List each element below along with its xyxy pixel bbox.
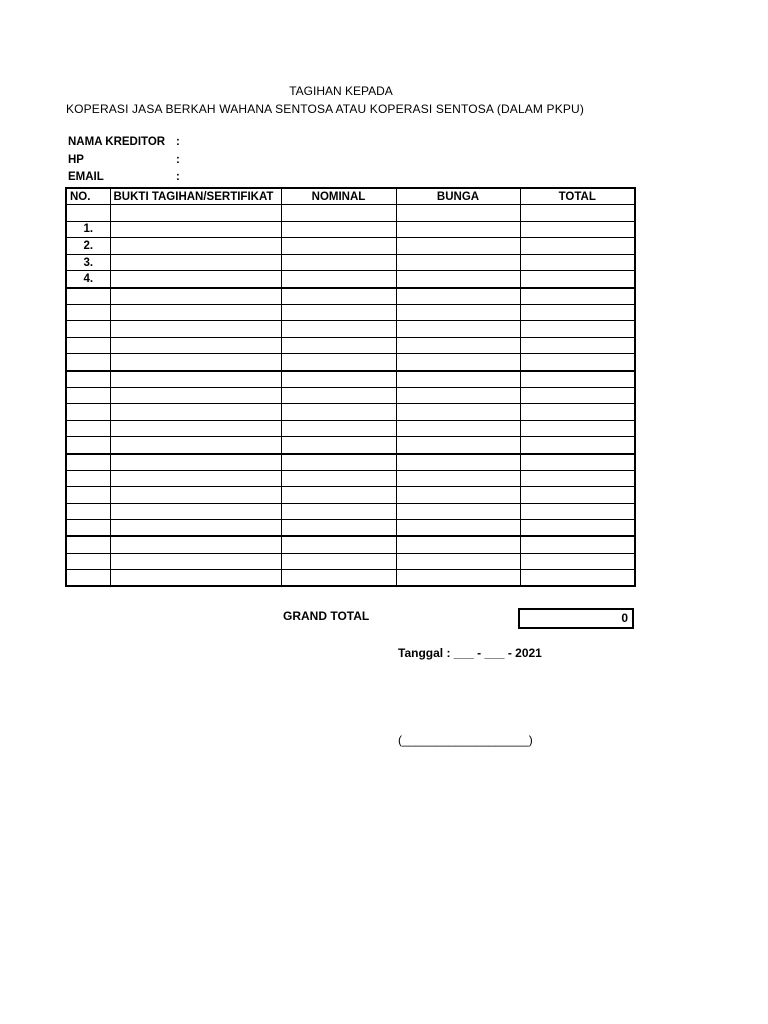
cell-bukti — [110, 288, 281, 305]
cell-bunga — [396, 254, 520, 271]
cell-nominal — [281, 337, 396, 354]
cell-no: 3. — [66, 254, 110, 271]
cell-no — [66, 520, 110, 537]
table-row — [66, 238, 635, 255]
cell-bunga — [396, 221, 520, 238]
cell-bukti — [110, 536, 281, 553]
cell-no — [66, 553, 110, 570]
cell-bukti — [110, 221, 281, 238]
cell-nominal — [281, 271, 396, 288]
cell-total — [520, 437, 635, 454]
cell-nominal — [281, 387, 396, 404]
cell-no — [66, 487, 110, 504]
table-row — [66, 288, 635, 305]
cell-bukti — [110, 238, 281, 255]
cell-total — [520, 337, 635, 354]
email-label: EMAIL — [68, 171, 104, 183]
cell-no — [66, 205, 110, 222]
cell-bukti — [110, 321, 281, 338]
grand-total-label: GRAND TOTAL — [283, 609, 370, 623]
cell-bukti — [110, 371, 281, 388]
hp-field — [68, 154, 180, 166]
cell-nominal — [281, 404, 396, 421]
signature-line: (___________________) — [398, 733, 533, 747]
table-header-row — [66, 188, 635, 205]
cell-no — [66, 404, 110, 421]
hp-colon: : — [176, 154, 180, 166]
cell-nominal — [281, 470, 396, 487]
header-nominal: NOMINAL — [281, 188, 396, 205]
table-row — [66, 304, 635, 321]
cell-total — [520, 553, 635, 570]
cell-nominal — [281, 221, 396, 238]
cell-total — [520, 221, 635, 238]
document-title: TAGIHAN KEPADA — [289, 84, 393, 98]
cell-nominal — [281, 254, 396, 271]
table-row — [66, 337, 635, 354]
cell-no — [66, 288, 110, 305]
cell-total — [520, 321, 635, 338]
cell-nominal — [281, 371, 396, 388]
cell-nominal — [281, 520, 396, 537]
cell-nominal — [281, 487, 396, 504]
cell-bukti — [110, 404, 281, 421]
header-bukti: BUKTI TAGIHAN/SERTIFIKAT — [110, 188, 281, 205]
cell-no — [66, 437, 110, 454]
cell-bukti — [110, 520, 281, 537]
cell-bunga — [396, 387, 520, 404]
cell-bunga — [396, 487, 520, 504]
cell-bunga — [396, 371, 520, 388]
table-row — [66, 321, 635, 338]
cell-total — [520, 454, 635, 471]
cell-bukti — [110, 304, 281, 321]
table-row — [66, 404, 635, 421]
table-row — [66, 371, 635, 388]
cell-no — [66, 454, 110, 471]
cell-nominal — [281, 321, 396, 338]
cell-nominal — [281, 553, 396, 570]
cell-bukti — [110, 271, 281, 288]
cell-total — [520, 205, 635, 222]
cell-bukti — [110, 354, 281, 371]
cell-bunga — [396, 354, 520, 371]
cell-total — [520, 371, 635, 388]
table-row — [66, 254, 635, 271]
cell-no — [66, 470, 110, 487]
cell-no — [66, 536, 110, 553]
cell-total — [520, 354, 635, 371]
cell-bunga — [396, 553, 520, 570]
cell-bukti — [110, 337, 281, 354]
document-subtitle: KOPERASI JASA BERKAH WAHANA SENTOSA ATAU KOPERASI SENTOSA (DALAM PKPU) — [66, 102, 584, 116]
table-row — [66, 354, 635, 371]
cell-total — [520, 570, 635, 587]
cell-bukti — [110, 570, 281, 587]
cell-bukti — [110, 454, 281, 471]
cell-bukti — [110, 437, 281, 454]
cell-no — [66, 337, 110, 354]
cell-nominal — [281, 570, 396, 587]
table-row — [66, 205, 635, 222]
cell-total — [520, 536, 635, 553]
table-row — [66, 536, 635, 553]
cell-nominal — [281, 354, 396, 371]
cell-bunga — [396, 420, 520, 437]
cell-total — [520, 288, 635, 305]
table-row — [66, 553, 635, 570]
cell-no — [66, 371, 110, 388]
cell-bukti — [110, 470, 281, 487]
cell-no: 2. — [66, 238, 110, 255]
cell-nominal — [281, 454, 396, 471]
cell-total — [520, 271, 635, 288]
table-row — [66, 271, 635, 288]
cell-bunga — [396, 520, 520, 537]
cell-bunga — [396, 238, 520, 255]
cell-bunga — [396, 337, 520, 354]
nama-kreditor-colon: : — [176, 136, 180, 148]
cell-no — [66, 304, 110, 321]
tagihan-table — [65, 187, 636, 587]
grand-total-value: 0 — [518, 608, 634, 629]
cell-bunga — [396, 470, 520, 487]
cell-bunga — [396, 205, 520, 222]
table-row — [66, 470, 635, 487]
header-no: NO. — [66, 188, 110, 205]
header-total: TOTAL — [520, 188, 635, 205]
cell-total — [520, 387, 635, 404]
email-field — [68, 171, 180, 183]
cell-bukti — [110, 254, 281, 271]
table-row — [66, 437, 635, 454]
cell-bunga — [396, 304, 520, 321]
cell-bunga — [396, 437, 520, 454]
cell-no — [66, 420, 110, 437]
cell-nominal — [281, 238, 396, 255]
cell-no — [66, 503, 110, 520]
cell-total — [520, 520, 635, 537]
cell-nominal — [281, 503, 396, 520]
cell-bunga — [396, 321, 520, 338]
cell-nominal — [281, 420, 396, 437]
cell-nominal — [281, 205, 396, 222]
cell-no — [66, 321, 110, 338]
cell-nominal — [281, 288, 396, 305]
table-row — [66, 221, 635, 238]
table-row — [66, 570, 635, 587]
header-bunga: BUNGA — [396, 188, 520, 205]
cell-bukti — [110, 553, 281, 570]
cell-total — [520, 487, 635, 504]
nama-kreditor-field — [68, 136, 180, 148]
cell-nominal — [281, 304, 396, 321]
cell-bunga — [396, 288, 520, 305]
cell-bukti — [110, 420, 281, 437]
cell-no — [66, 570, 110, 587]
cell-no — [66, 387, 110, 404]
cell-bukti — [110, 487, 281, 504]
cell-total — [520, 238, 635, 255]
cell-bunga — [396, 271, 520, 288]
cell-total — [520, 404, 635, 421]
cell-bukti — [110, 503, 281, 520]
cell-bukti — [110, 387, 281, 404]
cell-bukti — [110, 205, 281, 222]
cell-no: 4. — [66, 271, 110, 288]
cell-nominal — [281, 437, 396, 454]
cell-total — [520, 420, 635, 437]
cell-bunga — [396, 570, 520, 587]
table-row — [66, 487, 635, 504]
hp-label: HP — [68, 154, 84, 166]
cell-bunga — [396, 503, 520, 520]
table-row — [66, 387, 635, 404]
email-colon: : — [176, 171, 180, 183]
cell-nominal — [281, 536, 396, 553]
table-row — [66, 520, 635, 537]
table-row — [66, 420, 635, 437]
cell-total — [520, 304, 635, 321]
table-body — [66, 205, 635, 587]
cell-bunga — [396, 454, 520, 471]
table-row — [66, 454, 635, 471]
nama-kreditor-label: NAMA KREDITOR — [68, 136, 166, 148]
cell-total — [520, 254, 635, 271]
cell-total — [520, 503, 635, 520]
table-row — [66, 503, 635, 520]
tanggal-line: Tanggal : ___ - ___ - 2021 — [398, 646, 542, 660]
cell-bunga — [396, 536, 520, 553]
cell-no: 1. — [66, 221, 110, 238]
cell-bunga — [396, 404, 520, 421]
cell-no — [66, 354, 110, 371]
cell-total — [520, 470, 635, 487]
